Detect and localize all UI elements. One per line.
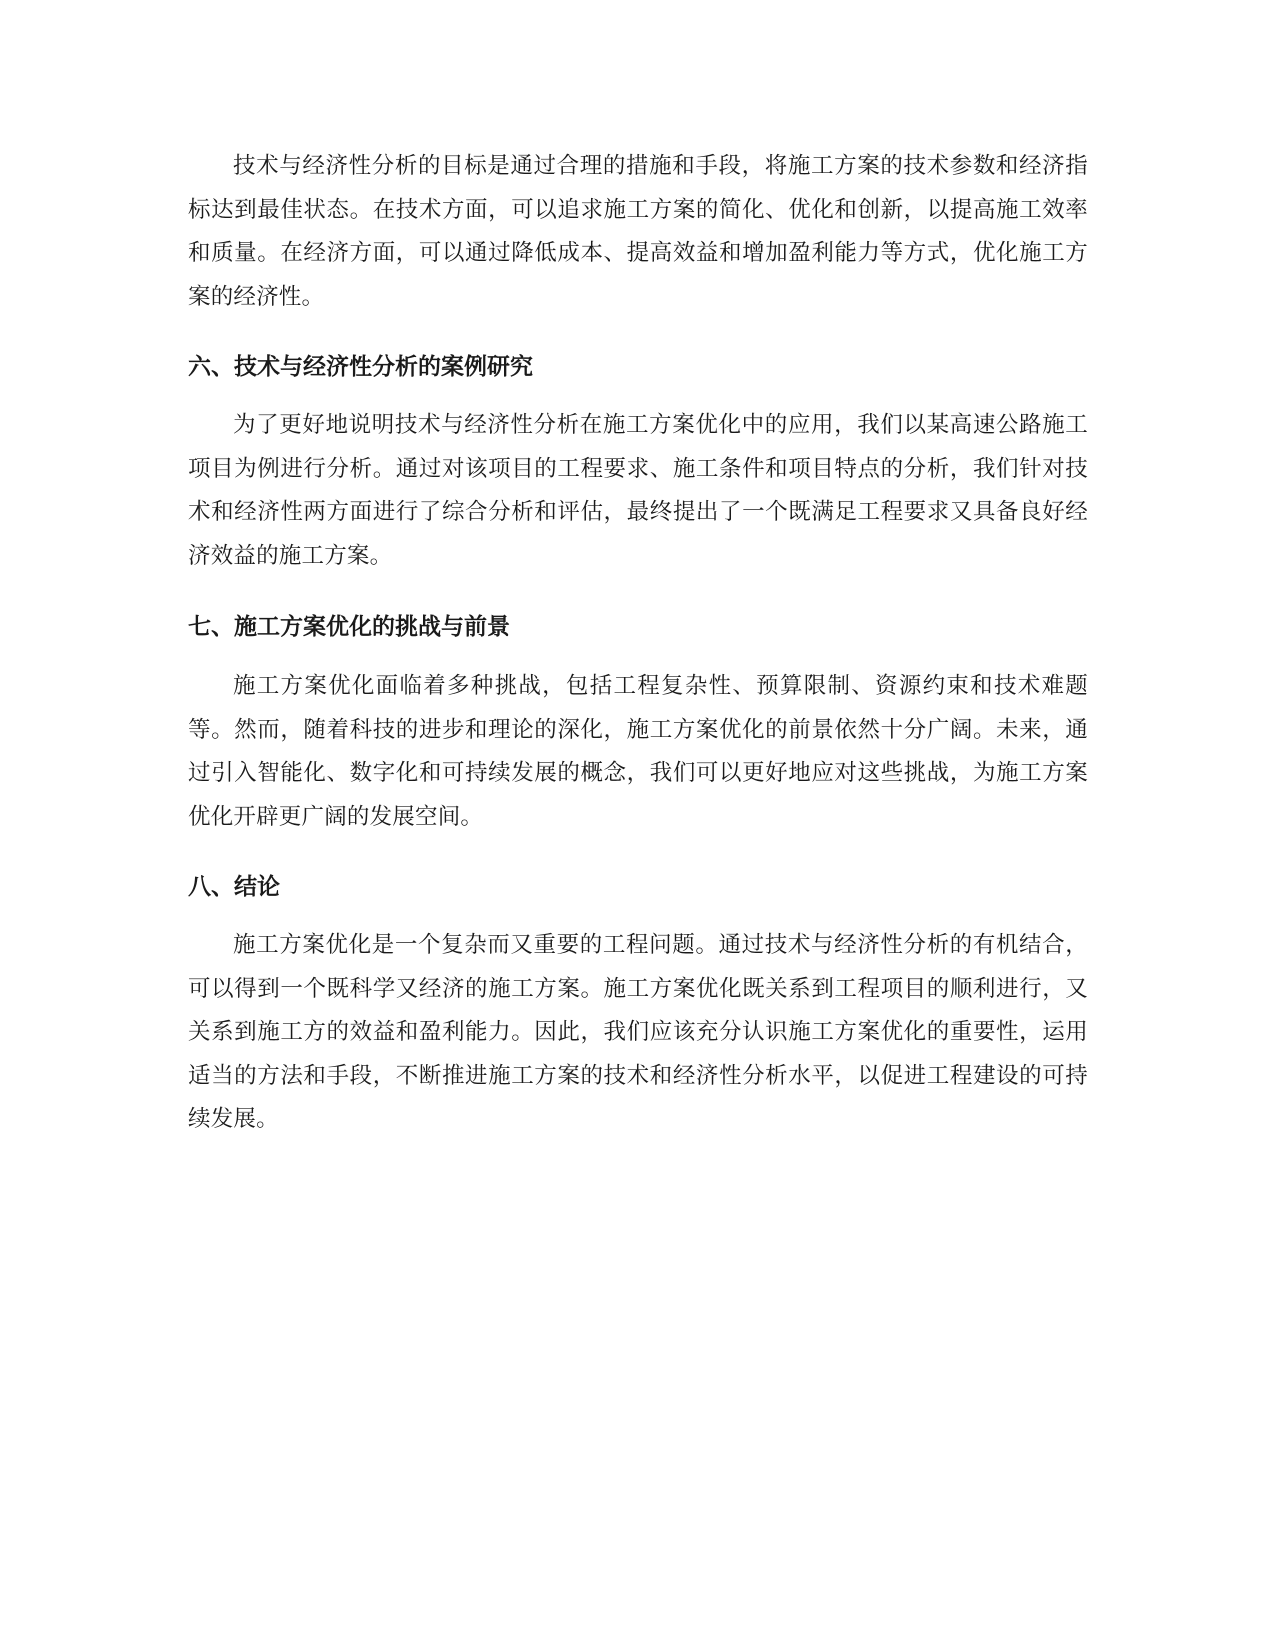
intro-paragraph: 技术与经济性分析的目标是通过合理的措施和手段，将施工方案的技术参数和经济指标达到最佳状态。在技术方面，可以追求施工方案的简化、优化和创新，以提高施工效率和质量。在经济方面，可以通过降低成本、提高效益和增加盈利能力等方式，优化施工方案的经济性。 — [188, 153, 1088, 310]
section-7-paragraph: 施工方案优化面临着多种挑战，包括工程复杂性、预算限制、资源约束和技术难题等。然而，随着科技的进步和理论的深化，施工方案优化的前景依然十分广阔。未来，通过引入智能化、数字化和可持续发展的概念，我们可以更好地应对这些挑战，为施工方案优化开辟更广阔的发展空间。 — [188, 673, 1088, 830]
section-8-paragraph: 施工方案优化是一个复杂而又重要的工程问题。通过技术与经济性分析的有机结合，可以得到一个既科学又经济的施工方案。施工方案优化既关系到工程项目的顺利进行，又关系到施工方的效益和盈利能力。因此，我们应该充分认识施工方案优化的重要性，运用适当的方法和手段，不断推进施工方案的技术和经济性分析水平，以促进工程建设的可持续发展。 — [188, 932, 1088, 1132]
section-7-heading: 七、施工方案优化的挑战与前景 — [188, 614, 510, 640]
section-8-heading: 八、结论 — [188, 874, 280, 900]
section-6-paragraph: 为了更好地说明技术与经济性分析在施工方案优化中的应用，我们以某高速公路施工项目为例进行分析。通过对该项目的工程要求、施工条件和项目特点的分析，我们针对技术和经济性两方面进行了综合分析和评估，最终提出了一个既满足工程要求又具备良好经济效益的施工方案。 — [188, 412, 1088, 569]
section-6-heading: 六、技术与经济性分析的案例研究 — [188, 354, 533, 380]
document-page — [188, 145, 1088, 1142]
